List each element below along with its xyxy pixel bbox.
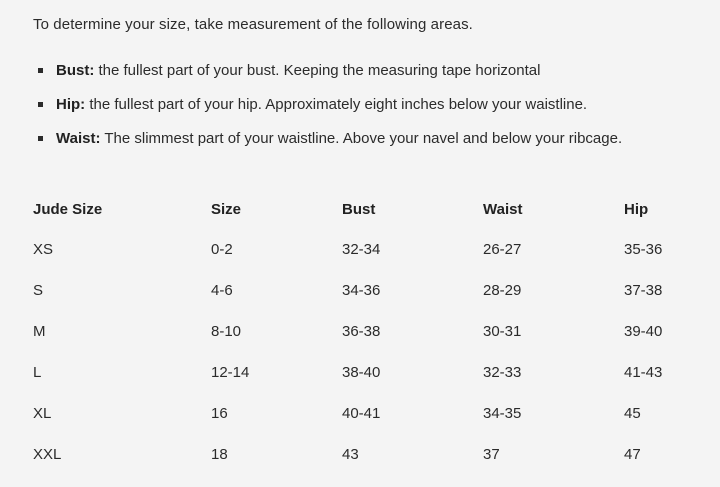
intro-text: To determine your size, take measurement of the following areas. [33,16,473,33]
cell-jude-size: XS [33,241,54,258]
header-size: Size [211,200,242,218]
table-header-row [33,189,704,229]
bust-description: the fullest part of your bust. Keeping the measuring tape horizontal [94,62,541,79]
hip-description: the fullest part of your hip. Approximately eight inches below your waistline. [85,96,588,113]
hip-term: Hip: [56,96,86,113]
table-row [33,393,704,434]
cell-jude-size: XL [33,405,52,422]
table-row [33,270,704,311]
cell-waist: 30-31 [483,323,522,340]
table-row [33,434,704,475]
cell-waist: 32-33 [483,364,522,381]
cell-hip: 37-38 [624,282,663,299]
cell-hip: 47 [624,446,641,463]
cell-hip: 45 [624,405,641,422]
cell-jude-size: L [33,364,42,381]
bullet-square-icon [38,102,43,107]
cell-bust: 38-40 [342,364,381,381]
header-waist: Waist [483,200,523,218]
cell-waist: 37 [483,446,500,463]
table-row [33,229,704,270]
cell-bust: 36-38 [342,323,381,340]
cell-waist: 26-27 [483,241,522,258]
cell-jude-size: XXL [33,446,62,463]
waist-description: The slimmest part of your waistline. Above your navel and below your ribcage. [100,130,623,147]
table-row [33,352,704,393]
cell-size: 18 [211,446,228,463]
cell-size: 4-6 [211,282,233,299]
cell-waist: 28-29 [483,282,522,299]
cell-jude-size: S [33,282,44,299]
bust-term: Bust: [56,62,95,79]
cell-hip: 35-36 [624,241,663,258]
list-item-hip [38,95,622,129]
cell-waist: 34-35 [483,405,522,422]
cell-bust: 43 [342,446,359,463]
cell-bust: 40-41 [342,405,381,422]
cell-bust: 34-36 [342,282,381,299]
header-hip: Hip [624,200,649,218]
cell-size: 8-10 [211,323,242,340]
header-jude-size: Jude Size [33,200,103,218]
waist-term: Waist: [56,130,101,147]
table-row [33,311,704,352]
header-bust: Bust [342,200,376,218]
cell-hip: 39-40 [624,323,663,340]
cell-bust: 32-34 [342,241,381,258]
measurement-list [38,61,622,163]
cell-size: 16 [211,405,228,422]
bullet-square-icon [38,136,43,141]
cell-size: 12-14 [211,364,250,381]
cell-size: 0-2 [211,241,233,258]
cell-hip: 41-43 [624,364,663,381]
bullet-square-icon [38,68,43,73]
size-chart-table [33,189,704,475]
list-item-waist [38,129,622,163]
list-item-bust [38,61,622,95]
cell-jude-size: M [33,323,46,340]
